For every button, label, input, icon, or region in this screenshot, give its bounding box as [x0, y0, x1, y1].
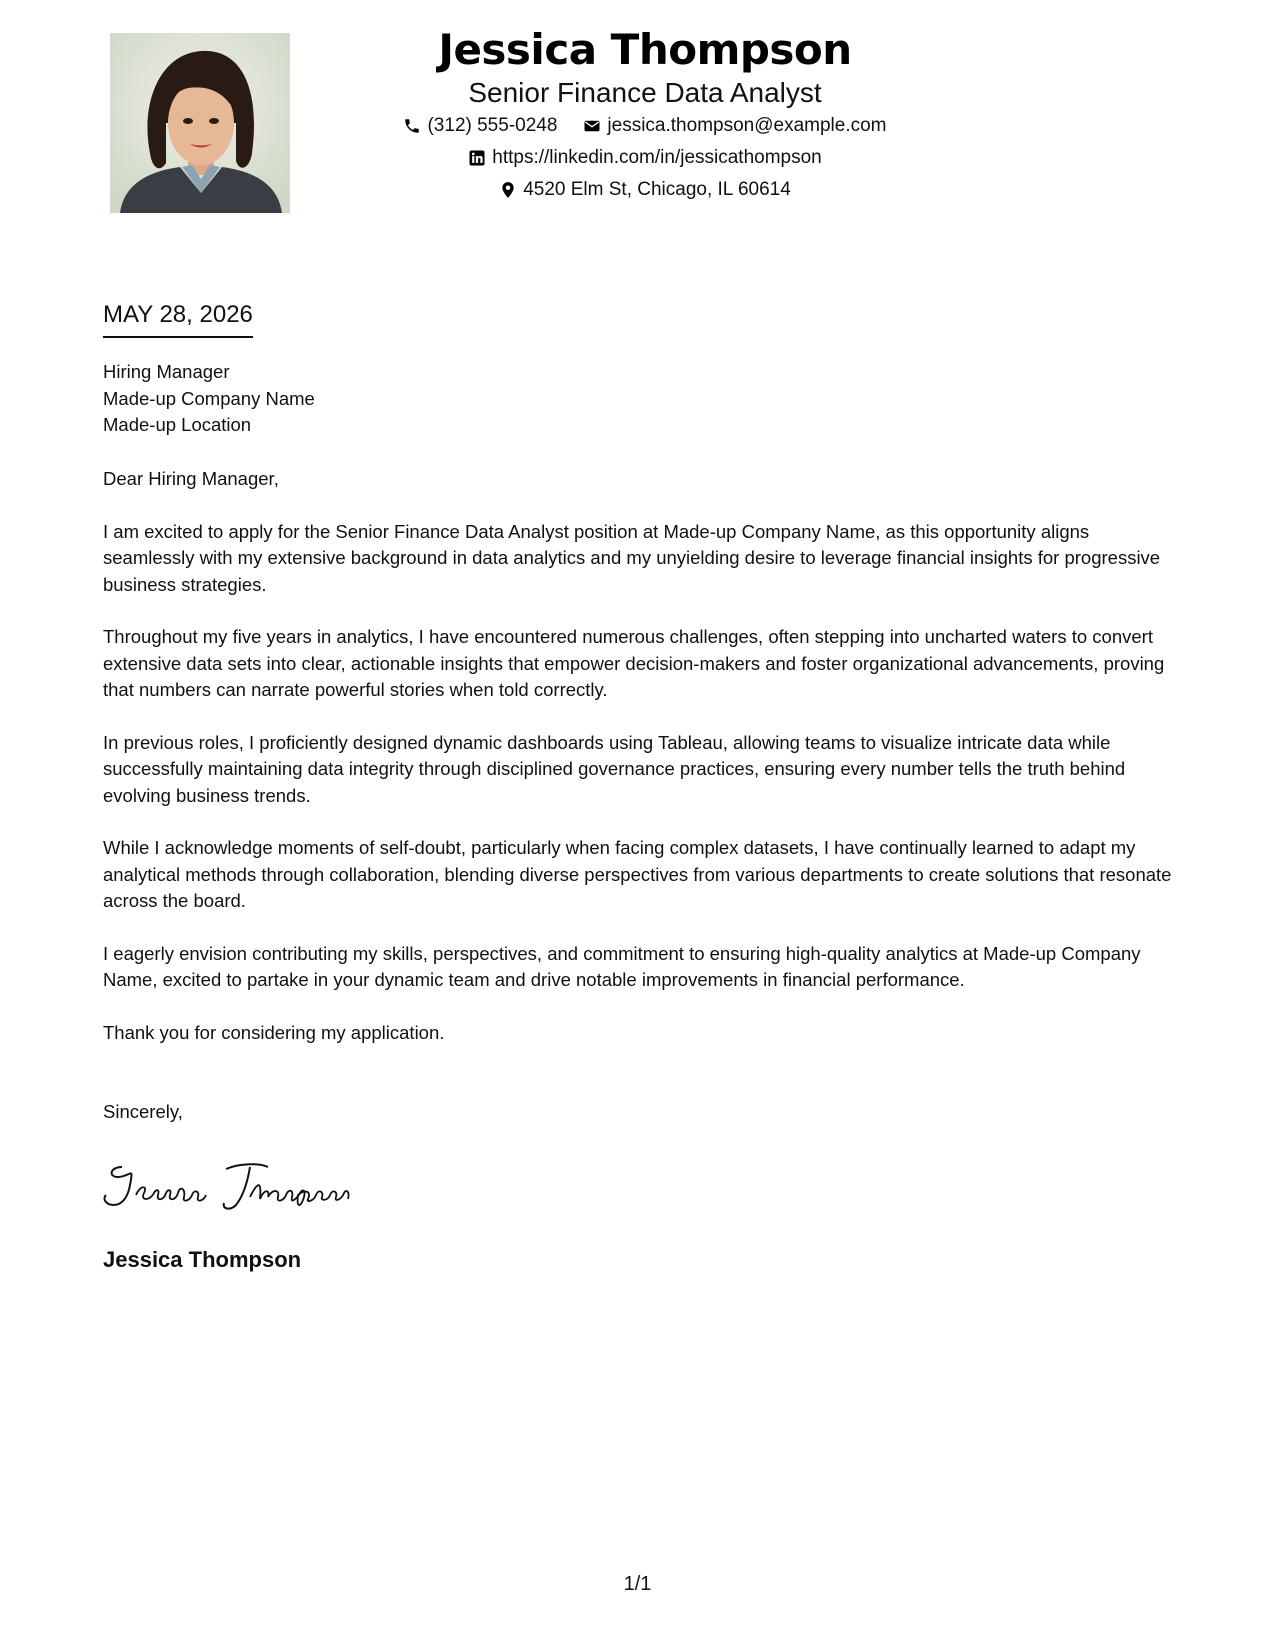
- map-pin-icon: [499, 181, 517, 199]
- recipient-line: Made-up Location: [103, 414, 252, 435]
- letter-header: [340, 24, 950, 206]
- phone-icon: [403, 117, 421, 135]
- signer-name: Jessica Thompson: [103, 1247, 302, 1272]
- closing: Sincerely,: [103, 1101, 183, 1122]
- email-link[interactable]: jessica.thompson@example.com: [607, 115, 887, 136]
- letter-body: [103, 466, 1178, 1072]
- linkedin-link[interactable]: https://linkedin.com/in/jessicathompson: [492, 147, 822, 168]
- contact-line-phone-email: [340, 110, 950, 142]
- applicant-title: Senior Finance Data Analyst: [468, 77, 822, 108]
- phone-number[interactable]: (312) 555-0248: [427, 115, 558, 136]
- body-paragraph: Throughout my five years in analytics, I have encountered numerous challenges, often stepping into uncharted waters to convert extensive data sets into clear, actionable insights that empower decision-makers and foster organizational advancements, proving that numbers can narrate powerful stories when told correctly.: [103, 626, 1165, 700]
- page-indicator: 1/1: [623, 1573, 652, 1595]
- address-text: 4520 Elm St, Chicago, IL 60614: [523, 179, 791, 200]
- envelope-icon: [583, 117, 601, 135]
- letter-date-block: [103, 298, 253, 338]
- body-paragraph: While I acknowledge moments of self-doubt, particularly when facing complex datasets, I have continually learned to adapt my analytical methods through collaboration, blending diverse perspectives from various departments to create solutions that resonate across the board.: [103, 837, 1172, 911]
- salutation: Dear Hiring Manager,: [103, 468, 279, 489]
- handwritten-signature: [100, 1155, 380, 1215]
- letter-date: MAY 28, 2026: [103, 298, 253, 338]
- body-paragraph: In previous roles, I proficiently designed dynamic dashboards using Tableau, allowing teams to visualize intricate data while successfully maintaining data integrity through disciplined governance practices, ensuring every number tells the truth behind evolving business trends.: [103, 731, 1126, 806]
- recipient-block: [103, 359, 315, 439]
- portrait-image: [110, 33, 290, 213]
- contact-line-address: [340, 174, 950, 206]
- body-paragraph: I am excited to apply for the Senior Finance Data Analyst position at Made-up Company Name, as this opportunity aligns seamlessly with my extensive background in data analytics and my unyielding desire to leverage financial insights for progressive business strategies.: [103, 520, 1161, 595]
- linkedin-icon: [468, 149, 486, 167]
- recipient-line: Hiring Manager: [103, 361, 230, 382]
- applicant-name: Jessica Thompson: [438, 25, 852, 74]
- body-paragraph: Thank you for considering my application.: [103, 1021, 445, 1043]
- body-paragraph: I eagerly envision contributing my skills, perspectives, and commitment to ensuring high-quality analytics at Made-up Company Name, excited to partake in your dynamic team and drive notable improvements in financial performance.: [103, 942, 1141, 990]
- contact-line-linkedin: [340, 142, 950, 174]
- recipient-line: Made-up Company Name: [103, 387, 315, 409]
- profile-photo: [110, 33, 290, 213]
